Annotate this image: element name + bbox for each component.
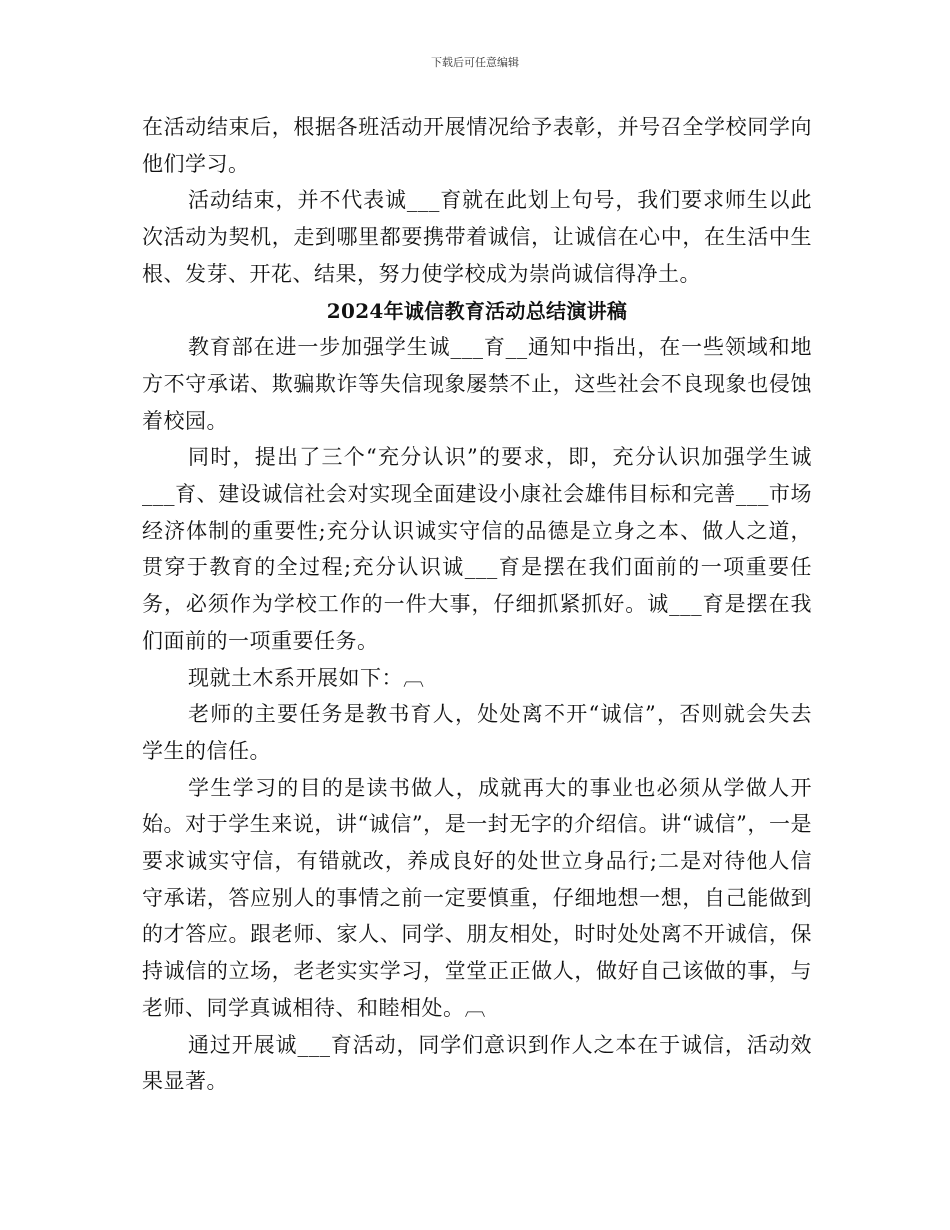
document-title: 2024年诚信教育活动总结演讲稿	[326, 298, 628, 323]
paragraph: 通过开展诚___育活动，同学们意识到作人之本在于诚信，活动效果显著。	[142, 1032, 812, 1094]
paragraph: 老师的主要任务是教书育人，处处离不开“诚信”，否则就会失去学生的信任。	[142, 702, 812, 763]
paragraph-continuation: 在活动结束后，根据各班活动开展情况给予表彰，并号召全学校同学向他们学习。	[142, 115, 812, 176]
document-body	[142, 109, 812, 1100]
paragraph: 现就土木系开展如下：︹	[188, 665, 425, 690]
page-header: 下载后可任意编辑	[431, 56, 519, 69]
paragraph-closing: 活动结束，并不代表诚___育就在此划上句号，我们要求师生以此次活动为契机，走到哪里都要携带着诚信，让诚信在心中，在生活中生根、发芽、开花、结果，努力使学校成为崇尚诚信得净土。	[142, 188, 812, 286]
paragraph: 同时，提出了三个“充分认识”的要求，即，充分认识加强学生诚___育、建设诚信社会对实现全面建设小康社会雄伟目标和完善___市场经济体制的重要性;充分认识诚实守信的品德是立身之本、做人之道，贯穿于教育的全过程;充分认识诚___育是摆在我们面前的一项重要任务，必须作为学校工作的一件大事，仔细抓紧抓好。诚___育是摆在我们面前的一项重要任务。	[142, 445, 812, 653]
paragraph: 教育部在进一步加强学生诚___育__通知中指出，在一些领域和地方不守承诺、欺骗欺诈等失信现象屡禁不止，这些社会不良现象也侵蚀着校园。	[142, 335, 812, 433]
paragraph: 学生学习的目的是读书做人，成就再大的事业也必须从学做人开始。对于学生来说，讲“诚信”，是一封无字的介绍信。讲“诚信”，一是要求诚实守信，有错就改，养成良好的处世立身品行;二是对待他人信守承诺，答应别人的事情之前一定要慎重，仔细地想一想，自己能做到的才答应。跟老师、家人、同学、朋友相处，时时处处离不开诚信，保持诚信的立场，老老实实学习，堂堂正正做人，做好自己该做的事，与老师、同学真诚相待、和睦相处。︹	[142, 775, 812, 1020]
